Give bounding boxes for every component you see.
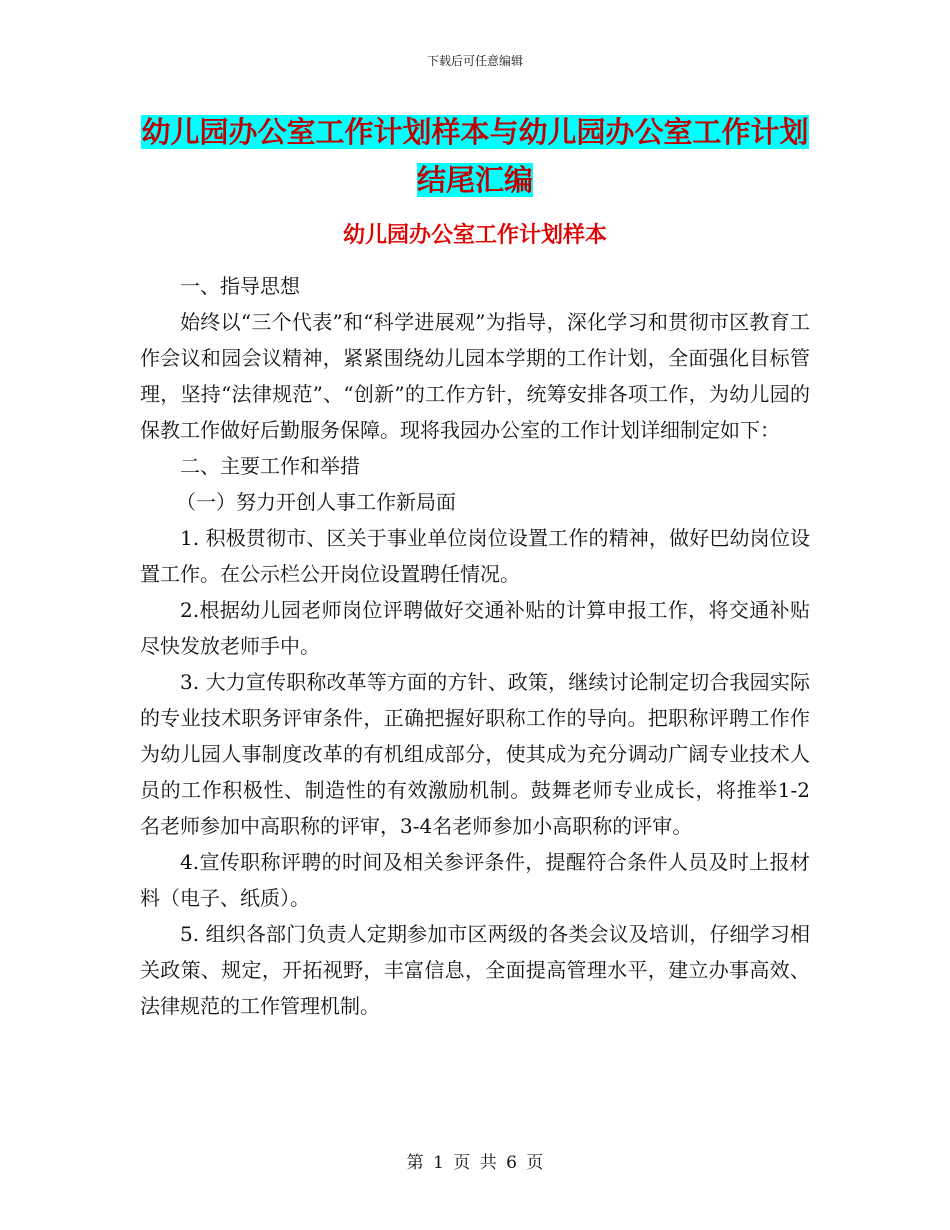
paragraph: 1. 积极贯彻市、区关于事业单位岗位设置工作的精神，做好巴幼岗位设置工作。在公示栏公开岗位设置聘任情况。 (140, 526, 810, 586)
title-line-1: 幼儿园办公室工作计划样本与幼儿园办公室工作计划 (141, 115, 809, 149)
section-title: 幼儿园办公室工作计划样本 (342, 223, 607, 248)
page-footer: 第 1 页 共 6 页 (406, 1153, 544, 1173)
paragraph: 5. 组织各部门负责人定期参加市区两级的各类会议及培训，仔细学习相关政策、规定，开拓视野，丰富信息，全面提高管理水平，建立办事高效、法律规范的工作管理机制。 (140, 922, 810, 1018)
paragraph: 2.根据幼儿园老师岗位评聘做好交通补贴的计算申报工作，将交通补贴尽快发放老师手中。 (140, 598, 810, 658)
title-line-2: 结尾汇编 (416, 163, 533, 197)
heading-main-work: 二、主要工作和举措 (180, 454, 360, 478)
paragraph: 始终以“三个代表”和“科学进展观”为指导，深化学习和贯彻市区教育工作会议和园会议精神，紧紧围绕幼儿园本学期的工作计划，全面强化目标管理，坚持“法律规范”、“创新”的工作方针，统筹安排各项工作，为幼儿园的保教工作做好后勤服务保障。现将我园办公室的工作计划详细制定如下： (140, 310, 810, 442)
paragraph: 4.宣传职称评聘的时间及相关参评条件，提醒符合条件人员及时上报材料（电子、纸质）。 (140, 850, 810, 910)
subheading-personnel: （一）努力开创人事工作新局面 (176, 490, 456, 514)
document-title (140, 108, 810, 204)
paragraph: 3. 大力宣传职称改革等方面的方针、政策，继续讨论制定切合我园实际的专业技术职务评审条件，正确把握好职称工作的导向。把职称评聘工作作为幼儿园人事制度改革的有机组成部分，使其成为充分调动广阔专业技术人员的工作积极性、制造性的有效激励机制。鼓舞老师专业成长，将推举1-2名老师参加中高职称的评审，3-4名老师参加小高职称的评审。 (140, 670, 810, 838)
heading-guiding-thought: 一、指导思想 (180, 274, 300, 298)
body-text (140, 268, 810, 1024)
header-note: 下载后可任意编辑 (426, 54, 523, 68)
